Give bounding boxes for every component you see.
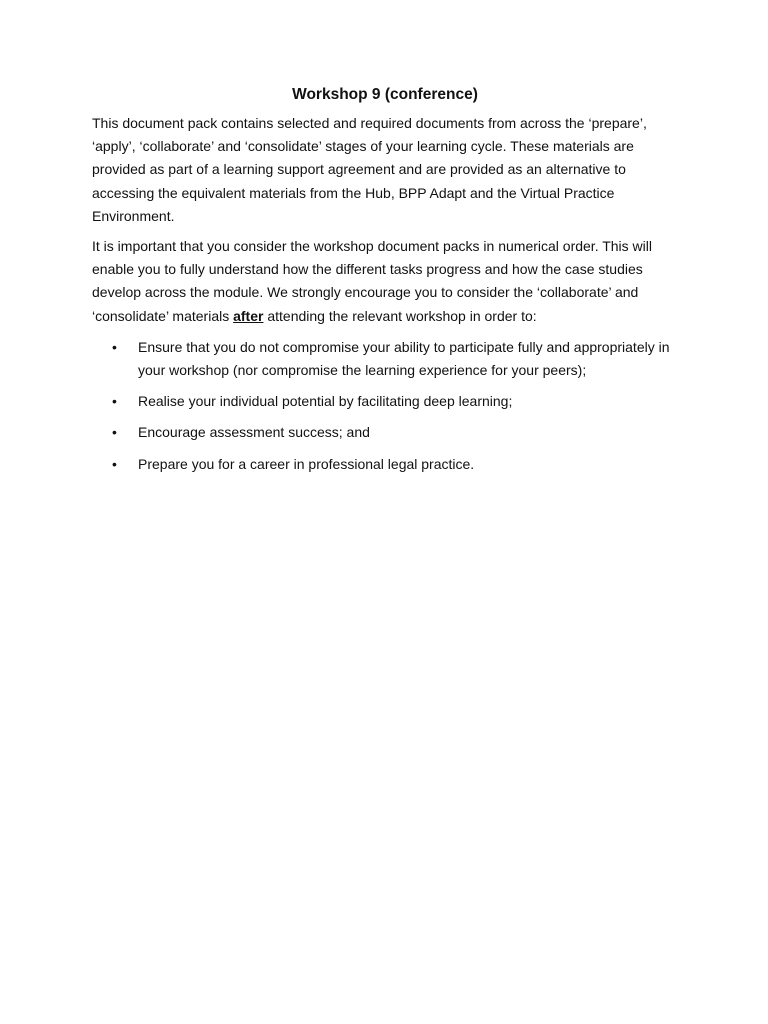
list-item-text: Prepare you for a career in professional legal practice. <box>138 455 475 472</box>
objectives-list <box>92 336 678 476</box>
document-page <box>92 84 678 484</box>
intro-paragraph: This document pack contains selected and required documents from across the ‘prepare’, ‘apply’, ‘collaborate’ and ‘consolidate’ stages of your learning cycle. These materials are provided as part of a learning support agreement and are provided as an alternative to accessing the equivalent materials from the Hub, BPP Adapt and the Virtual Practice Environment. <box>92 115 647 224</box>
list-item <box>92 390 678 413</box>
list-item-text: Ensure that you do not compromise your ability to participate fully and appropriately in your workshop (nor compromise the learning experience for your peers); <box>138 338 670 379</box>
order-paragraph-text-start: It is important that you consider the workshop document packs in numerical order. This will enable you to fully understand how the different tasks progress and how the case studies develop across the module. We strongly encourage you to consider the ‘collaborate’ and ‘consolidate’ materials <box>92 238 652 324</box>
bullet-icon: • <box>112 393 117 410</box>
order-paragraph <box>92 235 678 328</box>
bullet-icon: • <box>112 455 117 472</box>
order-paragraph-text-end: attending the relevant workshop in order to: <box>263 307 537 324</box>
emphasis-after: after <box>233 307 264 324</box>
bullet-icon: • <box>112 338 117 355</box>
document-title: Workshop 9 (conference) <box>292 86 478 103</box>
list-item <box>92 453 678 476</box>
list-item <box>92 336 678 382</box>
list-item-text: Realise your individual potential by facilitating deep learning; <box>138 393 513 410</box>
list-item-text: Encourage assessment success; and <box>138 424 370 441</box>
bullet-icon: • <box>112 424 117 441</box>
list-item <box>92 421 678 444</box>
